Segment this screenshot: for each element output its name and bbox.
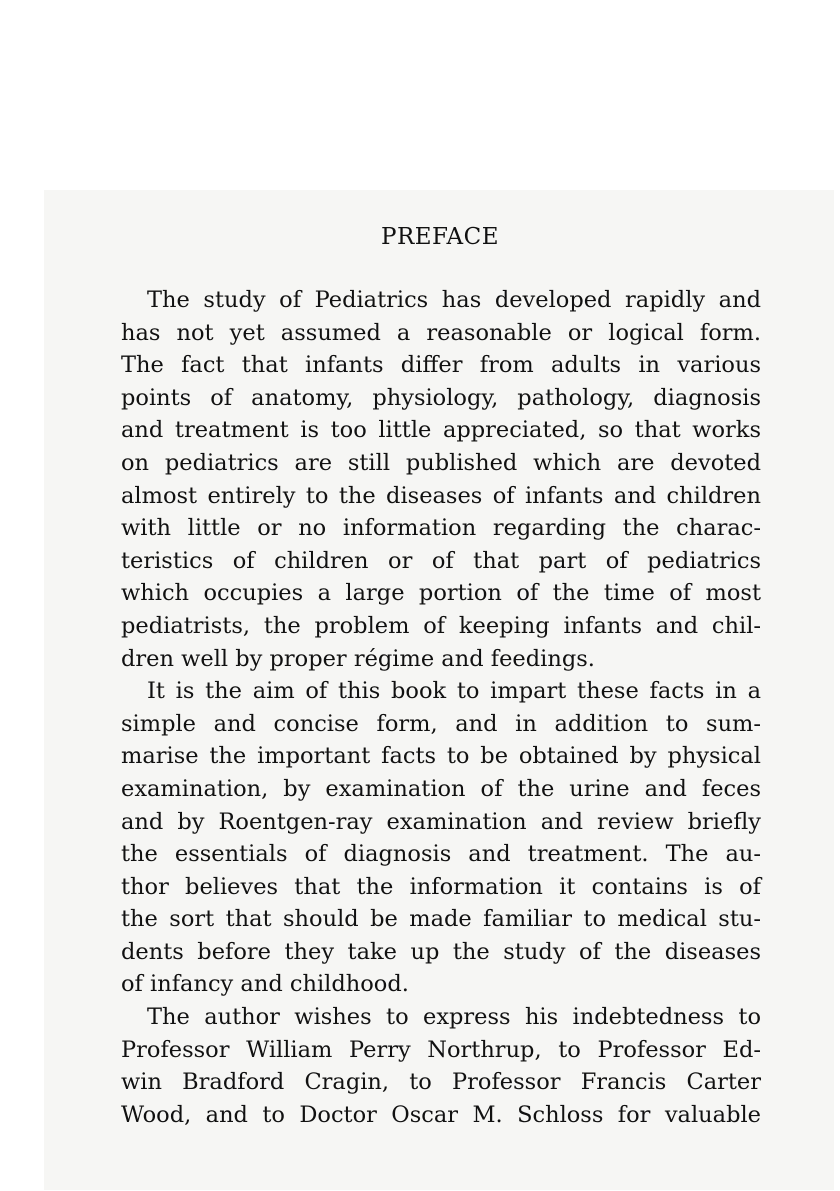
text-line: of infancy and childhood. [121, 971, 409, 998]
text-line: pediatrists, the problem of keeping infants and chil- [121, 612, 761, 639]
text-line: marise the important facts to be obtained by physical [121, 743, 761, 770]
text-line: The study of Pediatrics has developed rapidly and [147, 287, 761, 313]
text-line: points of anatomy, physiology, pathology, diagnosis [121, 384, 761, 411]
text-line: The author wishes to express his indebtedness to [147, 1004, 761, 1031]
text-line: Wood, and to Doctor Oscar M. Schloss for valuable [121, 1101, 761, 1128]
text-line: and by Roentgen-ray examination and review briefly [121, 808, 761, 835]
text-line: with little or no information regarding the charac- [121, 515, 761, 542]
text-line: win Bradford Cragin, to Professor Francis Carter [121, 1069, 761, 1096]
text-line: the essentials of diagnosis and treatment. The au- [121, 841, 761, 868]
page-title: PREFACE [380, 224, 500, 250]
text-line: The fact that infants differ from adults in various [121, 352, 761, 379]
text-line: which occupies a large portion of the time of most [121, 580, 761, 607]
preface-body [121, 284, 761, 1131]
text-line: on pediatrics are still published which are devoted [121, 449, 761, 476]
text-line: Professor William Perry Northrup, to Professor Ed- [121, 1036, 761, 1063]
text-line: dents before they take up the study of the diseases [121, 938, 761, 965]
text-line: has not yet assumed a reasonable or logical form. [121, 319, 761, 346]
text-line: thor believes that the information it contains is of [121, 873, 761, 900]
text-line: and treatment is too little appreciated, so that works [121, 417, 761, 444]
text-line: examination, by examination of the urine and feces [121, 775, 761, 802]
text-line: teristics of children or of that part of pediatrics [121, 547, 761, 574]
text-line: almost entirely to the diseases of infants and children [121, 482, 761, 509]
text-line: dren well by proper régime and feedings. [121, 645, 595, 672]
text-line: simple and concise form, and in addition to sum- [121, 710, 761, 737]
text-line: the sort that should be made familiar to medical stu- [121, 906, 761, 933]
text-line: It is the aim of this book to impart these facts in a [147, 678, 761, 705]
